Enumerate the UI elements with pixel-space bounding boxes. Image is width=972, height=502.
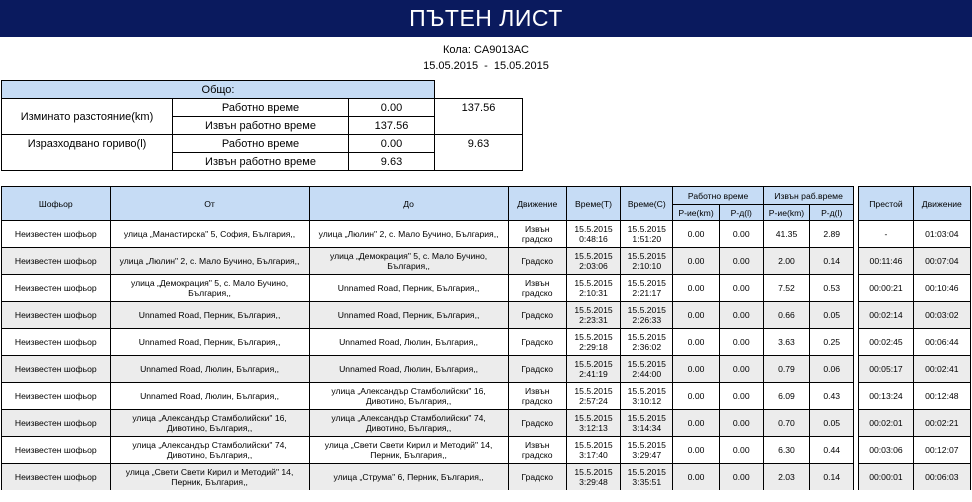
cell-work-km: 0.00 — [672, 301, 718, 328]
cell-time-c: 15.5.2015 2:44:00 — [620, 355, 672, 382]
cell-work-l: 0.00 — [719, 274, 763, 301]
table-row — [1, 220, 971, 247]
cell-to: Unnamed Road, Люлин, България,, — [309, 355, 508, 382]
cell-motion: 00:06:44 — [913, 328, 971, 355]
cell-motion: 00:02:21 — [913, 409, 971, 436]
cell-work-km: 0.00 — [672, 409, 718, 436]
cell-movement: Градско — [508, 301, 566, 328]
cell-time-c: 15.5.2015 2:21:17 — [620, 274, 672, 301]
table-row — [1, 328, 971, 355]
cell-from: улица „Свети Свети Кирил и Методий" 14, Перник, България,, — [110, 463, 309, 490]
cell-to: Unnamed Road, Перник, България,, — [309, 274, 508, 301]
cell-stop: 00:00:21 — [858, 274, 912, 301]
cell-out-l: 0.05 — [809, 409, 853, 436]
col-work-l: Р-д(l) — [719, 204, 763, 220]
cell-movement: Градско — [508, 328, 566, 355]
cell-work-l: 0.00 — [719, 301, 763, 328]
table-row — [1, 409, 971, 436]
cell-out-km: 0.70 — [763, 409, 809, 436]
cell-time-c: 15.5.2015 3:29:47 — [620, 436, 672, 463]
cell-stop: 00:02:01 — [858, 409, 912, 436]
cell-out-km: 6.30 — [763, 436, 809, 463]
cell-out-l: 0.05 — [809, 301, 853, 328]
period — [0, 60, 972, 72]
cell-stop: 00:03:06 — [858, 436, 912, 463]
cell-movement: Извън градско — [508, 274, 566, 301]
cell-time-t: 15.5.2015 2:57:24 — [566, 382, 620, 409]
fuel-label: Изразходвано гориво(l) — [2, 135, 173, 171]
cell-time-c: 15.5.2015 1:51:20 — [620, 220, 672, 247]
table-row — [1, 274, 971, 301]
cell-to: улица „Александър Стамболийски" 74, Дивотино, България,, — [309, 409, 508, 436]
cell-movement: Извън градско — [508, 220, 566, 247]
cell-movement: Извън градско — [508, 382, 566, 409]
cell-out-l: 0.43 — [809, 382, 853, 409]
cell-work-km: 0.00 — [672, 382, 718, 409]
cell-from: Unnamed Road, Перник, България,, — [110, 328, 309, 355]
cell-time-c: 15.5.2015 3:14:34 — [620, 409, 672, 436]
cell-time-t: 15.5.2015 3:29:48 — [566, 463, 620, 490]
cell-work-km: 0.00 — [672, 328, 718, 355]
cell-out-km: 41.35 — [763, 220, 809, 247]
cell-time-c: 15.5.2015 2:36:02 — [620, 328, 672, 355]
fuel-out-value: 9.63 — [349, 153, 435, 171]
cell-stop: - — [858, 220, 912, 247]
cell-out-l: 0.25 — [809, 328, 853, 355]
table-row — [1, 382, 971, 409]
cell-from: Unnamed Road, Люлин, България,, — [110, 355, 309, 382]
cell-out-km: 6.09 — [763, 382, 809, 409]
cell-work-l: 0.00 — [719, 247, 763, 274]
cell-movement: Градско — [508, 247, 566, 274]
cell-from: Unnamed Road, Люлин, България,, — [110, 382, 309, 409]
table-row — [1, 463, 971, 490]
distance-total: 137.56 — [435, 99, 523, 135]
col-out-time: Извън раб.време — [763, 186, 853, 204]
cell-work-km: 0.00 — [672, 436, 718, 463]
cell-driver: Неизвестен шофьор — [1, 382, 110, 409]
cell-work-l: 0.00 — [719, 436, 763, 463]
cell-driver: Неизвестен шофьор — [1, 409, 110, 436]
cell-time-t: 15.5.2015 3:17:40 — [566, 436, 620, 463]
cell-work-km: 0.00 — [672, 247, 718, 274]
cell-driver: Неизвестен шофьор — [1, 328, 110, 355]
col-work-km: Р-ие(km) — [672, 204, 718, 220]
cell-motion: 00:10:46 — [913, 274, 971, 301]
cell-to: улица „Свети Свети Кирил и Методий" 14, Перник, България,, — [309, 436, 508, 463]
cell-time-c: 15.5.2015 2:10:10 — [620, 247, 672, 274]
cell-motion: 00:12:07 — [913, 436, 971, 463]
col-out-km: Р-ие(km) — [763, 204, 809, 220]
cell-out-l: 2.89 — [809, 220, 853, 247]
fuel-out-label: Извън работно време — [173, 153, 349, 171]
fuel-work-value: 0.00 — [349, 135, 435, 153]
cell-from: улица „Манастирска" 5, София, България,, — [110, 220, 309, 247]
cell-from: улица „Александър Стамболийски" 16, Дивотино, България,, — [110, 409, 309, 436]
cell-out-l: 0.14 — [809, 463, 853, 490]
fuel-work-label: Работно време — [173, 135, 349, 153]
cell-movement: Градско — [508, 463, 566, 490]
cell-time-t: 15.5.2015 2:23:31 — [566, 301, 620, 328]
cell-work-km: 0.00 — [672, 463, 718, 490]
cell-stop: 00:02:45 — [858, 328, 912, 355]
cell-driver: Неизвестен шофьор — [1, 247, 110, 274]
cell-time-t: 15.5.2015 0:48:16 — [566, 220, 620, 247]
cell-out-l: 0.53 — [809, 274, 853, 301]
cell-time-t: 15.5.2015 3:12:13 — [566, 409, 620, 436]
cell-out-km: 0.79 — [763, 355, 809, 382]
page-header — [0, 0, 972, 37]
cell-out-km: 7.52 — [763, 274, 809, 301]
cell-time-c: 15.5.2015 3:35:51 — [620, 463, 672, 490]
cell-to: улица „Демокрация" 5, с. Мало Бучино, България,, — [309, 247, 508, 274]
period-to: 15.05.2015 — [493, 60, 549, 72]
cell-work-l: 0.00 — [719, 355, 763, 382]
cell-work-l: 0.00 — [719, 328, 763, 355]
cell-time-t: 15.5.2015 2:41:19 — [566, 355, 620, 382]
cell-time-c: 15.5.2015 2:26:33 — [620, 301, 672, 328]
cell-motion: 00:02:41 — [913, 355, 971, 382]
cell-from: улица „Александър Стамболийски" 74, Дивотино, България,, — [110, 436, 309, 463]
cell-out-km: 2.03 — [763, 463, 809, 490]
cell-motion: 01:03:04 — [913, 220, 971, 247]
cell-to: Unnamed Road, Люлин, България,, — [309, 328, 508, 355]
cell-from: улица „Люлин" 2, с. Мало Бучино, България,, — [110, 247, 309, 274]
cell-time-t: 15.5.2015 2:10:31 — [566, 274, 620, 301]
cell-stop: 00:11:46 — [858, 247, 912, 274]
cell-out-l: 0.06 — [809, 355, 853, 382]
summary-table — [1, 80, 523, 171]
distance-label: Изминато разстояние(km) — [2, 99, 173, 135]
table-row — [1, 247, 971, 274]
table-row — [1, 301, 971, 328]
cell-from: Unnamed Road, Перник, България,, — [110, 301, 309, 328]
cell-to: Unnamed Road, Перник, България,, — [309, 301, 508, 328]
cell-from: улица „Демокрация" 5, с. Мало Бучино, България,, — [110, 274, 309, 301]
period-separator: - — [484, 60, 488, 72]
summary-title: Общо: — [2, 81, 435, 99]
cell-work-km: 0.00 — [672, 355, 718, 382]
cell-time-c: 15.5.2015 3:10:12 — [620, 382, 672, 409]
col-work-time: Работно време — [672, 186, 762, 204]
col-stop: Престой — [858, 186, 912, 220]
page-title: ПЪТЕН ЛИСТ — [409, 5, 563, 31]
cell-work-km: 0.00 — [672, 220, 718, 247]
cell-driver: Неизвестен шофьор — [1, 301, 110, 328]
cell-movement: Градско — [508, 355, 566, 382]
cell-out-l: 0.44 — [809, 436, 853, 463]
cell-work-l: 0.00 — [719, 409, 763, 436]
cell-stop: 00:05:17 — [858, 355, 912, 382]
cell-work-km: 0.00 — [672, 274, 718, 301]
cell-stop: 00:02:14 — [858, 301, 912, 328]
col-movement: Движение — [508, 186, 566, 220]
cell-time-t: 15.5.2015 2:03:06 — [566, 247, 620, 274]
col-driver: Шофьор — [1, 186, 110, 220]
cell-to: улица „Александър Стамболийски" 16, Дивотино, България,, — [309, 382, 508, 409]
car-label: Кола: CA9013AC — [443, 44, 529, 56]
distance-work-label: Работно време — [173, 99, 349, 117]
cell-out-km: 2.00 — [763, 247, 809, 274]
cell-motion: 00:12:48 — [913, 382, 971, 409]
cell-work-l: 0.00 — [719, 220, 763, 247]
trips-table — [1, 186, 971, 490]
cell-out-km: 0.66 — [763, 301, 809, 328]
cell-driver: Неизвестен шофьор — [1, 436, 110, 463]
cell-driver: Неизвестен шофьор — [1, 220, 110, 247]
period-from: 15.05.2015 — [423, 60, 479, 72]
cell-to: улица „Люлин" 2, с. Мало Бучино, България,, — [309, 220, 508, 247]
cell-driver: Неизвестен шофьор — [1, 463, 110, 490]
col-to: До — [309, 186, 508, 220]
cell-out-km: 3.63 — [763, 328, 809, 355]
col-from: От — [110, 186, 309, 220]
cell-out-l: 0.14 — [809, 247, 853, 274]
col-out-l: Р-д(l) — [809, 204, 853, 220]
cell-motion: 00:03:02 — [913, 301, 971, 328]
cell-stop: 00:13:24 — [858, 382, 912, 409]
cell-work-l: 0.00 — [719, 382, 763, 409]
col-motion: Движение — [913, 186, 971, 220]
cell-time-t: 15.5.2015 2:29:18 — [566, 328, 620, 355]
col-time-c: Време(С) — [620, 186, 672, 220]
cell-motion: 00:07:04 — [913, 247, 971, 274]
cell-movement: Извън градско — [508, 436, 566, 463]
cell-work-l: 0.00 — [719, 463, 763, 490]
distance-out-value: 137.56 — [349, 117, 435, 135]
cell-driver: Неизвестен шофьор — [1, 355, 110, 382]
table-row — [1, 355, 971, 382]
cell-stop: 00:00:01 — [858, 463, 912, 490]
cell-motion: 00:06:03 — [913, 463, 971, 490]
table-row — [1, 436, 971, 463]
cell-driver: Неизвестен шофьор — [1, 274, 110, 301]
fuel-total: 9.63 — [435, 135, 523, 171]
cell-to: улица „Струма" 6, Перник, България,, — [309, 463, 508, 490]
distance-work-value: 0.00 — [349, 99, 435, 117]
distance-out-label: Извън работно време — [173, 117, 349, 135]
col-time-t: Време(Т) — [566, 186, 620, 220]
cell-movement: Градско — [508, 409, 566, 436]
